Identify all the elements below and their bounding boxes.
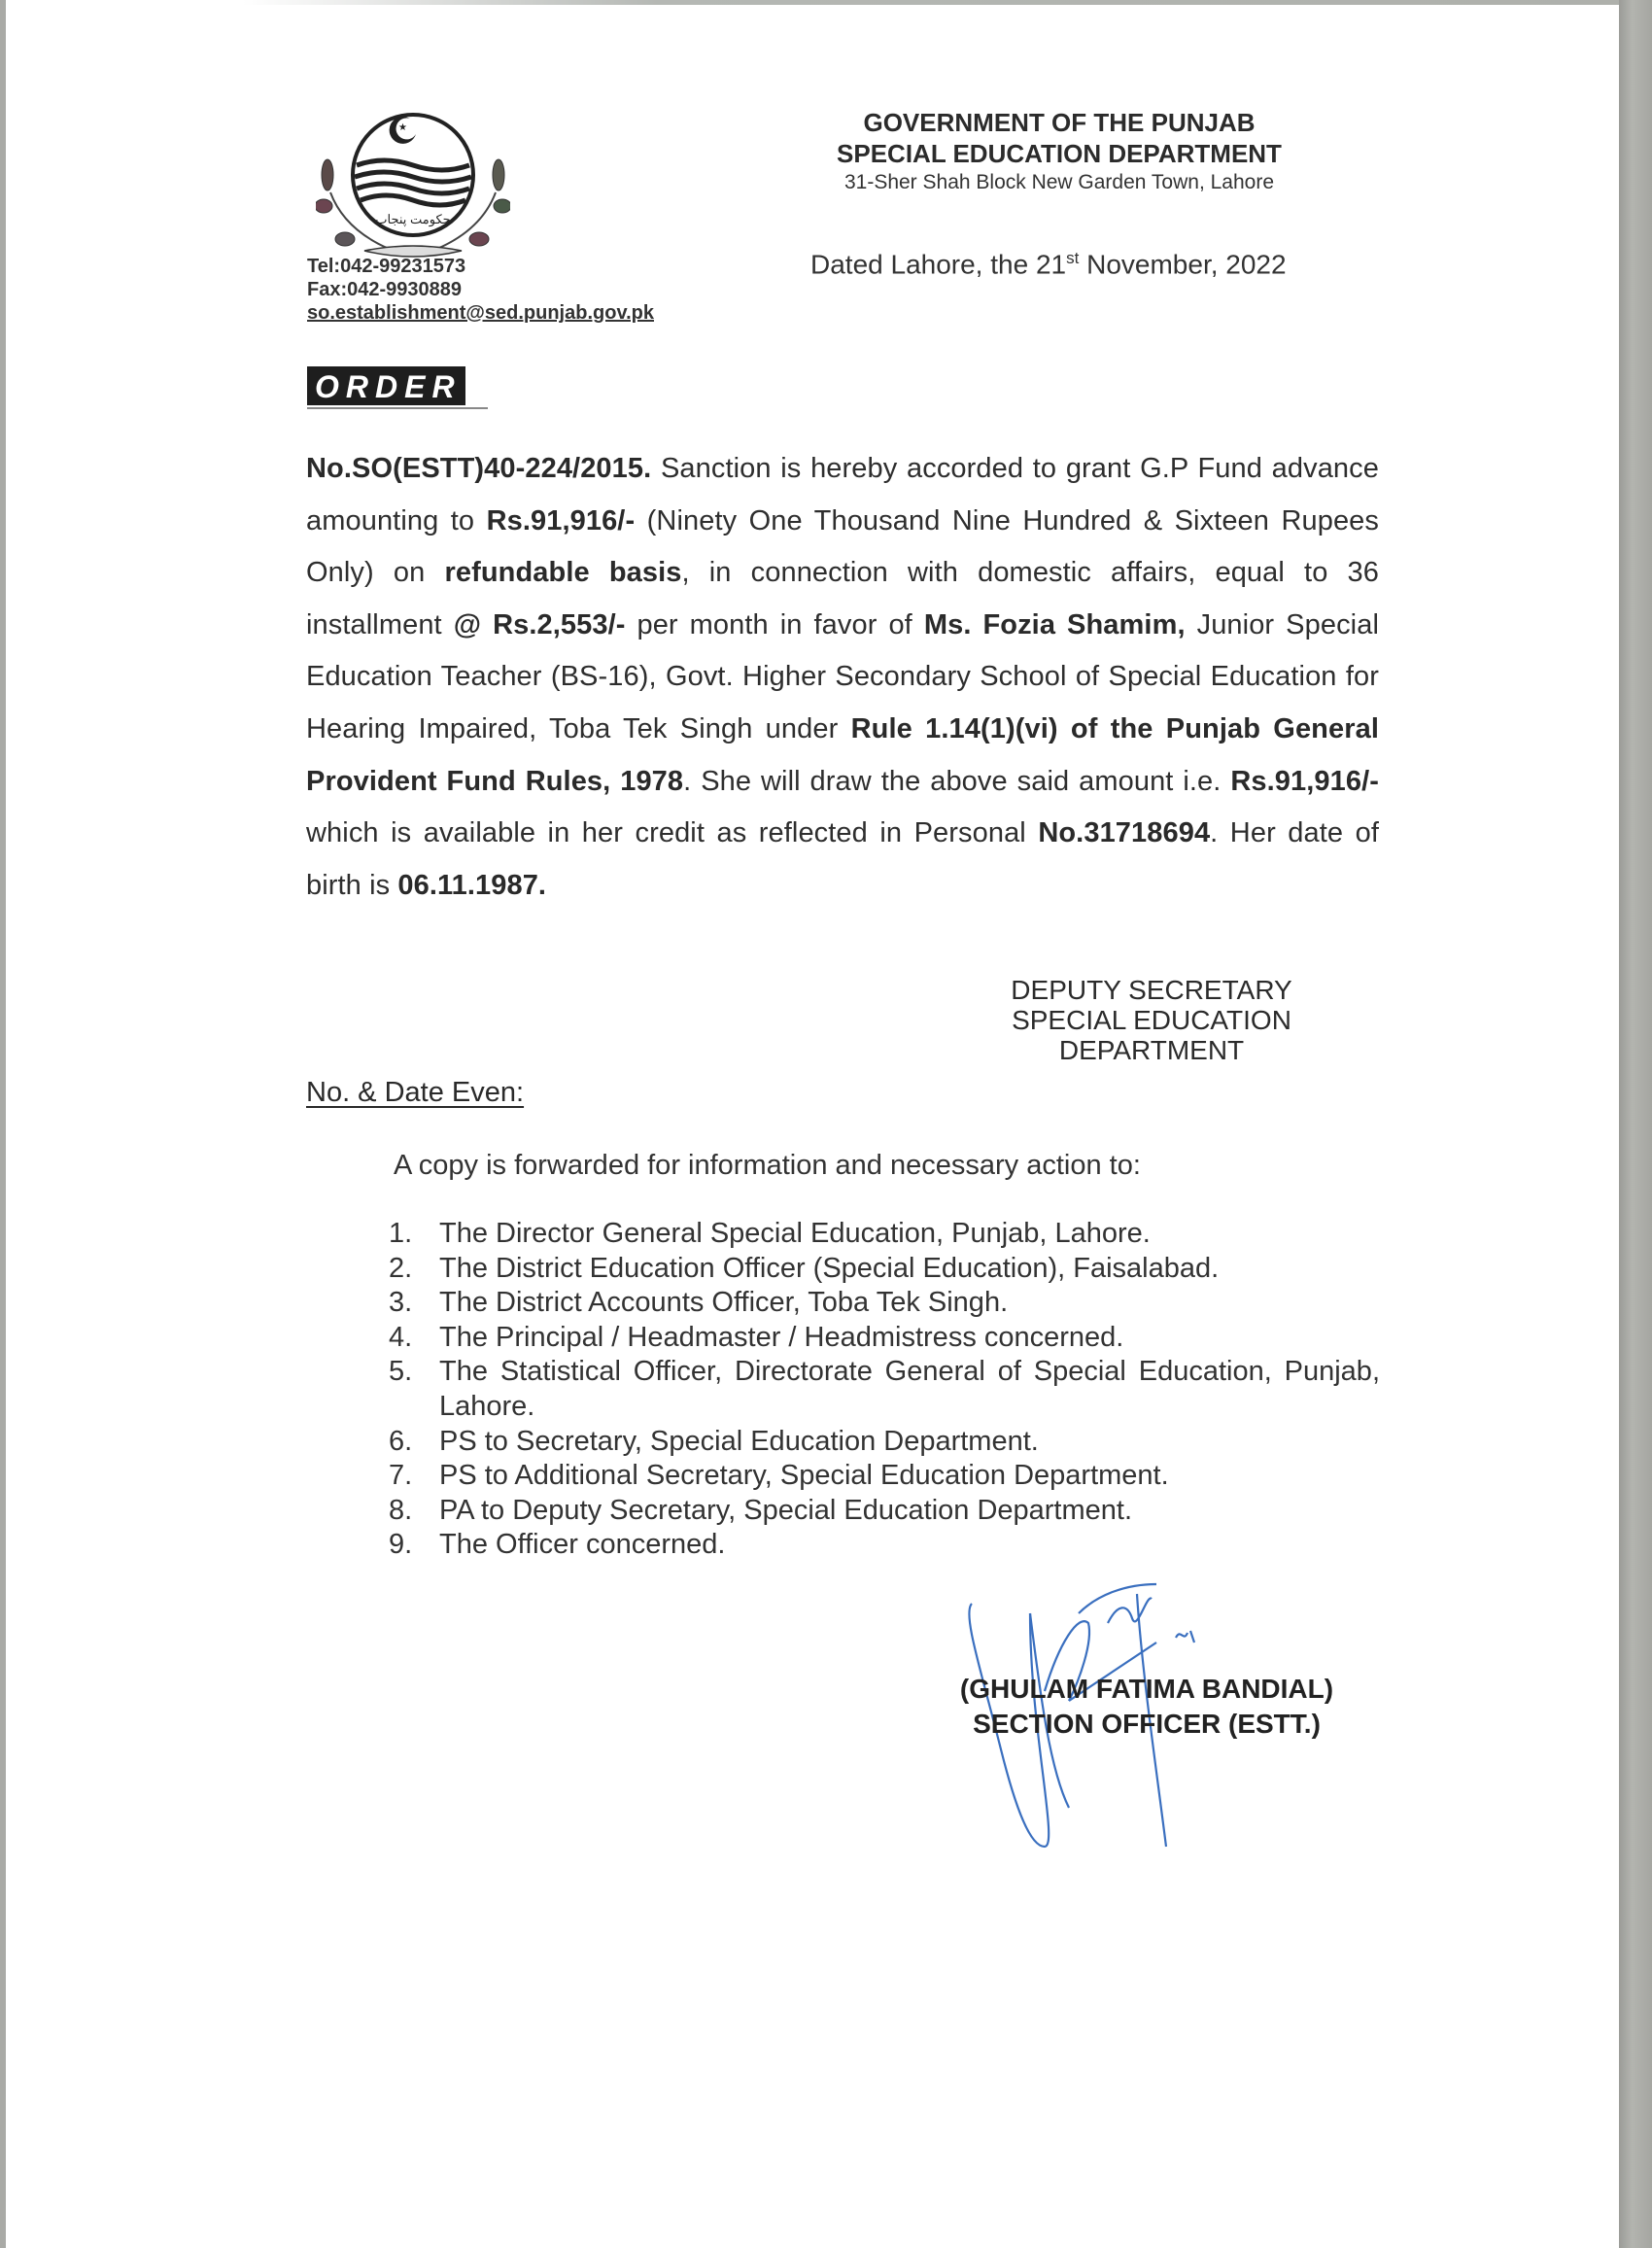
distribution-text: The District Accounts Officer, Toba Tek Singh. — [439, 1287, 1009, 1319]
distribution-text: The District Education Officer (Special Education), Faisalabad. — [439, 1252, 1220, 1284]
order-emphasis: No.SO(ESTT)40-224/2015. — [306, 453, 652, 484]
scan-edge-left — [0, 0, 6, 2248]
department-address: 31-Sher Shah Block New Garden Town, Lahore — [843, 171, 1275, 193]
dated-prefix: Dated Lahore, the 21 — [810, 249, 1067, 280]
government-title: GOVERNMENT OF THE PUNJAB — [863, 108, 1256, 137]
deputy-line-3: DEPARTMENT — [1058, 1035, 1245, 1065]
deputy-line-2: SPECIAL EDUCATION — [1012, 1005, 1291, 1035]
department-title: SPECIAL EDUCATION DEPARTMENT — [837, 139, 1282, 168]
scan-edge-right — [1619, 0, 1652, 2248]
order-emphasis: No.31718694 — [1038, 817, 1211, 849]
distribution-item — [389, 1494, 1380, 1529]
order-underline — [307, 407, 488, 409]
scan-edge-top — [243, 0, 1623, 5]
order-emphasis: Rs.91,916/- — [1230, 765, 1379, 797]
order-body — [306, 443, 1379, 912]
distribution-text: The Officer concerned. — [439, 1529, 726, 1561]
distribution-number: 6. — [389, 1425, 413, 1457]
order-emphasis: Ms. Fozia Shamim, — [923, 608, 1186, 640]
telephone: Tel:042-99231573 — [307, 256, 466, 277]
order-text: (Ninety One Thousand Nine Hundred & Sixteen Rupees Only) on — [306, 504, 1379, 589]
deputy-secretary-block — [962, 975, 1341, 1065]
distribution-text: The Principal / Headmaster / Headmistress concerned. — [439, 1321, 1124, 1353]
email-link[interactable]: so.establishment@sed.punjab.gov.pk — [307, 302, 654, 324]
distribution-item — [389, 1459, 1380, 1494]
order-heading: ORDER — [307, 366, 465, 405]
distribution-item — [389, 1355, 1380, 1424]
order-text: . She will draw the above said amount i.e. — [683, 765, 1231, 797]
distribution-text: The Director General Special Education, Punjab, Lahore. — [439, 1218, 1151, 1249]
order-text: . Her date of birth is — [306, 817, 1379, 901]
distribution-item — [389, 1252, 1380, 1287]
order-text: per month in favor of — [625, 608, 924, 640]
contact-block — [307, 255, 654, 325]
distribution-number: 2. — [389, 1252, 413, 1284]
signatory-designation: SECTION OFFICER (ESTT.) — [973, 1709, 1321, 1739]
distribution-number: 9. — [389, 1529, 413, 1561]
distribution-number: 5. — [389, 1356, 413, 1388]
distribution-number: 3. — [389, 1287, 413, 1319]
distribution-item — [389, 1425, 1380, 1460]
signatory-block — [933, 1672, 1360, 1742]
order-text: , in connection with domestic affairs, equal to 36 installment — [306, 557, 1379, 640]
order-emphasis: @ Rs.2,553/- — [453, 608, 626, 640]
order-emphasis: Rs.91,916/- — [486, 504, 636, 536]
distribution-text: PS to Secretary, Special Education Department. — [439, 1425, 1039, 1457]
dated-ordinal: st — [1066, 249, 1080, 267]
distribution-number: 1. — [389, 1218, 413, 1249]
distribution-list — [389, 1217, 1380, 1563]
logo-caption: حکومت پنجاب — [375, 212, 451, 226]
endorsement-intro: A copy is forwarded for information and necessary action to: — [394, 1150, 1141, 1181]
dated-line — [810, 249, 1287, 280]
order-emphasis: 06.11.1987. — [397, 869, 547, 901]
fax: Fax:042-9930889 — [307, 279, 463, 300]
order-emphasis: refundable basis — [444, 557, 682, 589]
signatory-name: (GHULAM FATIMA BANDIAL) — [959, 1674, 1334, 1704]
distribution-text: PS to Additional Secretary, Special Education Department. — [439, 1460, 1169, 1492]
order-text: Sanction is hereby accorded to grant G.P Fund advance amounting to — [306, 453, 1379, 536]
distribution-text: The Statistical Officer, Directorate General of Special Education, Punjab, Lahore. — [439, 1356, 1380, 1422]
distribution-item — [389, 1217, 1380, 1252]
distribution-number: 8. — [389, 1494, 413, 1526]
distribution-number: 4. — [389, 1321, 413, 1353]
distribution-item — [389, 1528, 1380, 1563]
order-text: Junior Special Education Teacher (BS-16), Govt. Higher Secondary School of Special Education for Hearing Impaired, Toba Tek Singh under — [306, 608, 1379, 744]
order-emphasis: Rule 1.14(1)(vi) of the Punjab General Provident Fund Rules, 1978 — [306, 712, 1379, 797]
distribution-item — [389, 1286, 1380, 1321]
svg-text:★: ★ — [398, 122, 407, 133]
distribution-item — [389, 1321, 1380, 1356]
punjab-government-emblem — [316, 105, 510, 260]
distribution-text: PA to Deputy Secretary, Special Education Department. — [439, 1494, 1133, 1526]
order-text: which is available in her credit as reflected in Personal — [306, 817, 1039, 849]
letterhead-header — [758, 107, 1360, 196]
dated-suffix: November, 2022 — [1079, 249, 1287, 280]
distribution-number: 7. — [389, 1460, 413, 1492]
endorsement-heading: No. & Date Even: — [306, 1077, 525, 1108]
deputy-line-1: DEPUTY SECRETARY — [1011, 975, 1292, 1005]
